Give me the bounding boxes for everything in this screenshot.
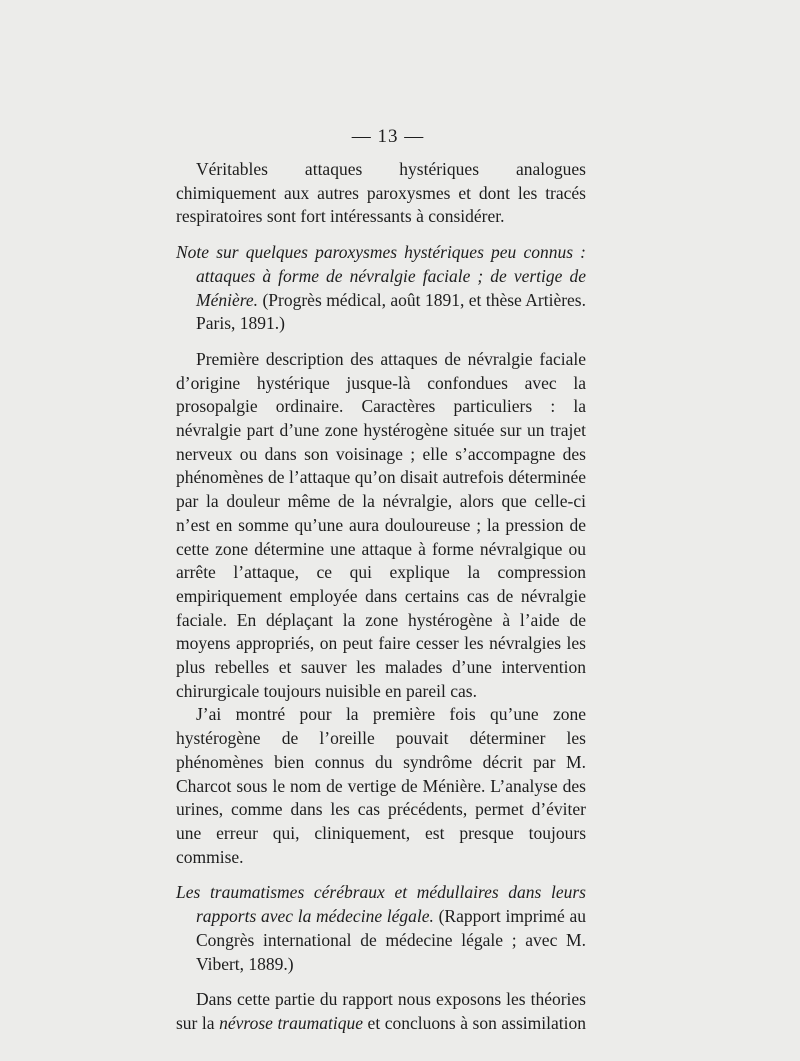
entry-2-reference: (Rapport imprimé au Congrès international de médecine légale ; avec M. Vibert, 1889.) xyxy=(196,906,586,974)
body-text xyxy=(176,158,586,1036)
paragraph-1: Véritables attaques hystériques analogues chimiquement aux autres paroxysmes et dont les tracés respiratoires sont fort intéressants à considérer. xyxy=(176,159,586,227)
page-number: — 13 — xyxy=(351,126,425,147)
entry-2-title: Les traumatismes cérébraux et médullaires dans leurs rapports avec la médecine légale. xyxy=(176,882,586,927)
bibliography-entry-1 xyxy=(176,241,586,336)
entry-1-title: Note sur quelques paroxysmes hystériques peu connus : attaques à forme de névralgie faciale ; de vertige de Ménière. xyxy=(176,242,586,310)
paragraph-4-end: et concluons à son assimilation xyxy=(363,1012,586,1033)
paragraph-2: Première description des attaques de névralgie faciale d’origine hystérique jusque-là confondues avec la prosopalgie ordinaire. Caractères particuliers : la névralgie part d’une zone hystérogène située sur un trajet nerveux ou dans son voisinage ; elle s’accompagne des phénomènes de l’attaque qu’on disait autrefois déterminée par la douleur même de la névralgie, alors que celle-ci n’est en somme qu’une aura douloureuse ; la pression de cette zone détermine une attaque à forme névralgique ou arrête l’attaque, ce qui explique la compression empiriquement employée dans certains cas de névralgie faciale. En déplaçant la zone hystérogène à l’aide de moyens appropriés, on peut faire cesser les névralgies les plus rebelles et sauver les malades d’une intervention chirurgicale toujours nuisible en pareil cas. xyxy=(176,348,586,701)
paragraph-4 xyxy=(176,988,586,1035)
bibliography-entry-2 xyxy=(176,881,586,976)
entry-1-reference: (Progrès médical, août 1891, et thèse Artières. Paris, 1891.) xyxy=(196,289,586,334)
paragraph-4-italic: névrose traumatique xyxy=(219,1012,363,1033)
paragraph-3: J’ai montré pour la première fois qu’une zone hystérogène de l’oreille pouvait déterminer les phénomènes bien connus du syndrôme décrit par M. Charcot sous le nom de vertige de Ménière. L’analyse des urines, comme dans les cas précédents, permet d’éviter une erreur qui, cliniquement, est presque toujours commise. xyxy=(176,704,586,867)
paragraph-4-start: Dans cette partie du rapport nous exposons les théories sur la xyxy=(176,989,586,1033)
